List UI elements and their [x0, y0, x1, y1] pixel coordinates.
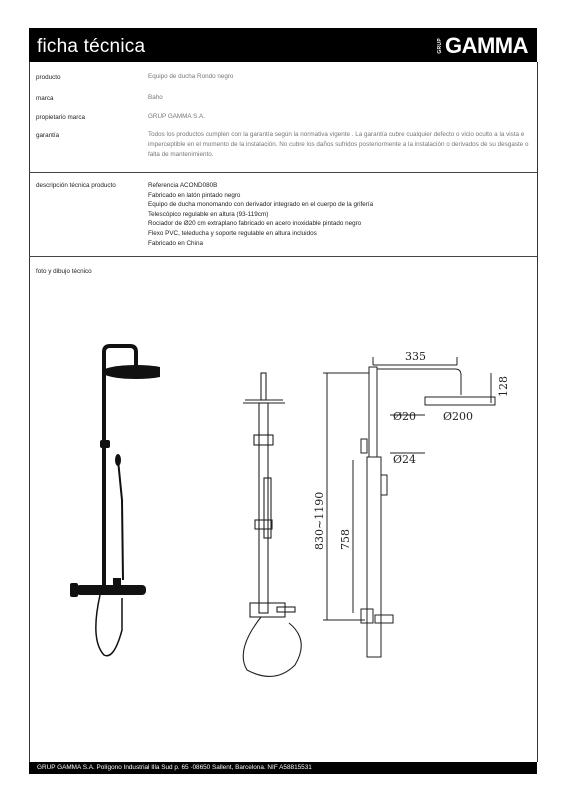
value-garantia: Todos los productos cumplen con la garantía según la normativa vigente . La garantía cubre cualquier defecto o vicio oculto a la vista e imperceptible en el momento de la instalación. No cubre los daños sufridos posteriormente a la instalación o derivados de su desgaste o falta de mantenimiento.	[148, 131, 529, 158]
header-bar	[29, 28, 537, 62]
technical-drawing-front	[215, 365, 310, 685]
spec-line: Fabricado en China	[148, 239, 203, 247]
spec-line: Telescópico regulable en altura (93-119cm)	[148, 210, 269, 218]
dim-head-drop: 128	[497, 376, 510, 397]
value-producto: Equipo de ducha Rondo negro	[148, 73, 234, 80]
dim-range: 830~1190	[313, 491, 326, 550]
dim-head-dia: Ø200	[443, 410, 474, 423]
dim-width: 335	[405, 350, 426, 363]
spec-line: Equipo de ducha monomando con derivador integrado en el cuerpo de la grifería	[148, 201, 374, 209]
dim-bar-dia: Ø24	[393, 453, 417, 466]
spec-line: Fabricado en latón pintado negro	[148, 191, 241, 199]
footer-bar	[29, 762, 537, 774]
divider	[29, 172, 538, 173]
product-photo	[60, 340, 160, 670]
dim-height: 758	[339, 529, 352, 550]
tech-spec-list	[148, 181, 373, 248]
dim-pipe-dia: Ø20	[393, 410, 417, 423]
spec-line: Flexo PVC, teleducha y soporte regulable en altura incluidos	[148, 229, 317, 237]
value-propietario: GRUP GAMMA S.A.	[148, 113, 205, 120]
logo-small-text: GRUP	[436, 38, 443, 54]
label-descripcion: descripción técnica producto	[36, 182, 116, 189]
logo-main-text: GAMMA	[444, 33, 528, 58]
label-garantia: garantía	[36, 132, 60, 139]
divider	[29, 256, 538, 257]
label-propietario: propietario marca	[36, 114, 85, 121]
footer-address: GRUP GAMMA S.A. Polígono Industrial Illa Sud p. 65 ·08650 Sallent, Barcelona. NIF A58815531	[37, 764, 312, 771]
spec-line: Referencia ACOND080B	[148, 182, 218, 189]
shower-column-image	[70, 346, 160, 656]
value-marca: Baho	[148, 94, 163, 101]
technical-drawing-dimensioned	[305, 345, 520, 665]
spec-line: Rociador de Ø20 cm extraplano fabricado en acero inoxidable pintado negro	[148, 220, 362, 228]
label-marca: marca	[36, 95, 54, 102]
label-foto: foto y dibujo técnico	[36, 268, 92, 275]
label-producto: producto	[36, 74, 61, 81]
brand-logo	[436, 33, 528, 58]
page-title: ficha técnica	[37, 36, 146, 57]
